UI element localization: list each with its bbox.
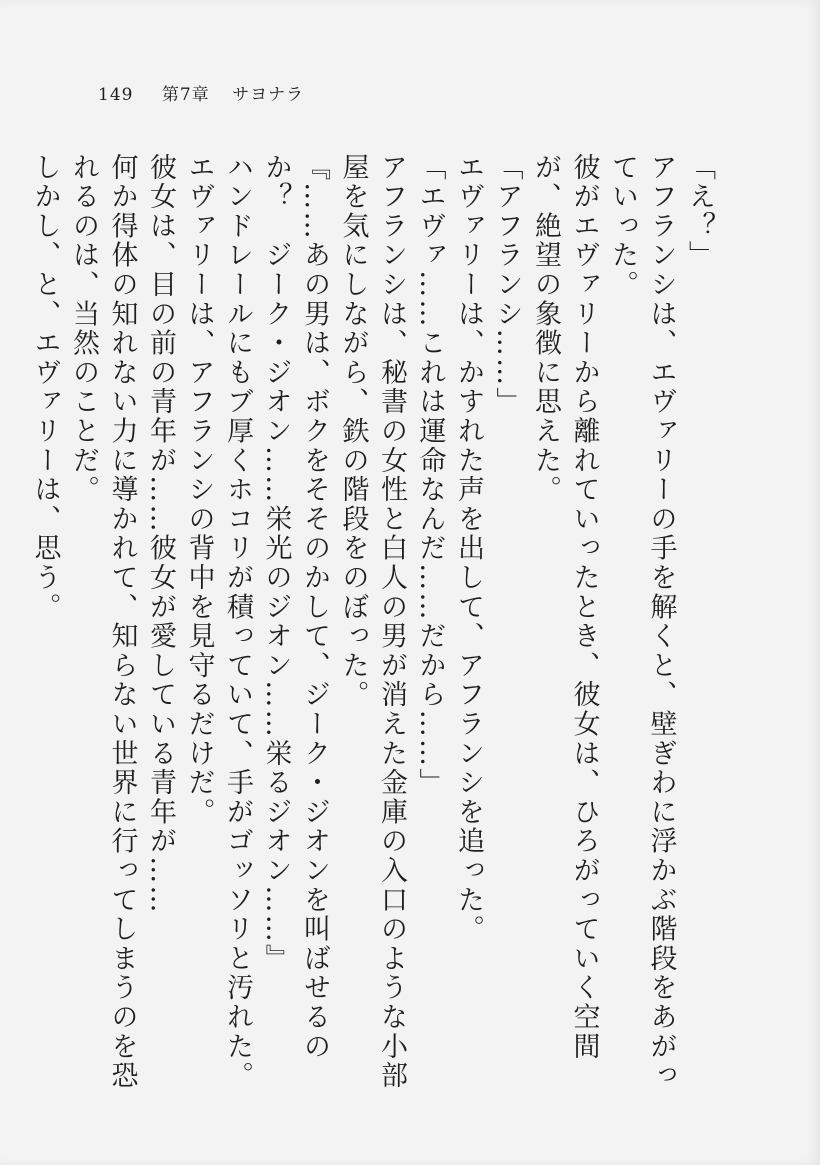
- paragraph: 何か得体の知れない力に導かれて、知らない世界に行ってしまうのを恐れるのは、当然のことだ。: [68, 153, 138, 1091]
- paragraph: アフランシは、エヴァリーの手を解くと、壁ぎわに浮かぶ階段をあがっていった。: [607, 153, 677, 1091]
- vertical-text-body: [29, 153, 718, 1113]
- paragraph: エヴァリーは、アフランシの背中を見守るだけだ。: [183, 153, 215, 827]
- page-number: 149: [98, 85, 134, 105]
- paragraph: ハンドレールにもブ厚くホコリが積っていて、手がゴッソリと汚れた。: [222, 153, 253, 1091]
- paragraph: アフランシは、秘書の女性と白人の男が消えた金庫の入口のような小部屋を気にしながら、鉄の階段をのぼった。: [337, 153, 407, 1091]
- running-header: [98, 80, 304, 105]
- chapter-title: サヨナラ: [232, 85, 305, 105]
- chapter-number: 第7章: [161, 85, 210, 105]
- paragraph: 『……あの男は、ボクをそそのかして、ジーク・ジオンを叫ばせるのか？ ジーク・ジオン……栄光のジオン……栄るジオン……』: [260, 153, 330, 1062]
- paragraph: 彼女は、目の前の青年が……彼女が愛している青年が……: [145, 153, 176, 915]
- paragraph: 「エヴァ……これは運命なんだ……だから……」: [414, 153, 446, 798]
- paragraph: 「アフランシ……」: [491, 153, 523, 417]
- paragraph: 「え？」: [684, 153, 715, 271]
- paragraph: エヴァリーは、かすれた声を出して、アフランシを追った。: [453, 153, 484, 945]
- paragraph: しかし、と、エヴァリーは、思う。: [29, 153, 61, 622]
- paragraph: 彼がエヴァリーから離れていったとき、彼女は、ひろがっていく空間が、絶望の象徴に思えた。: [530, 153, 600, 1062]
